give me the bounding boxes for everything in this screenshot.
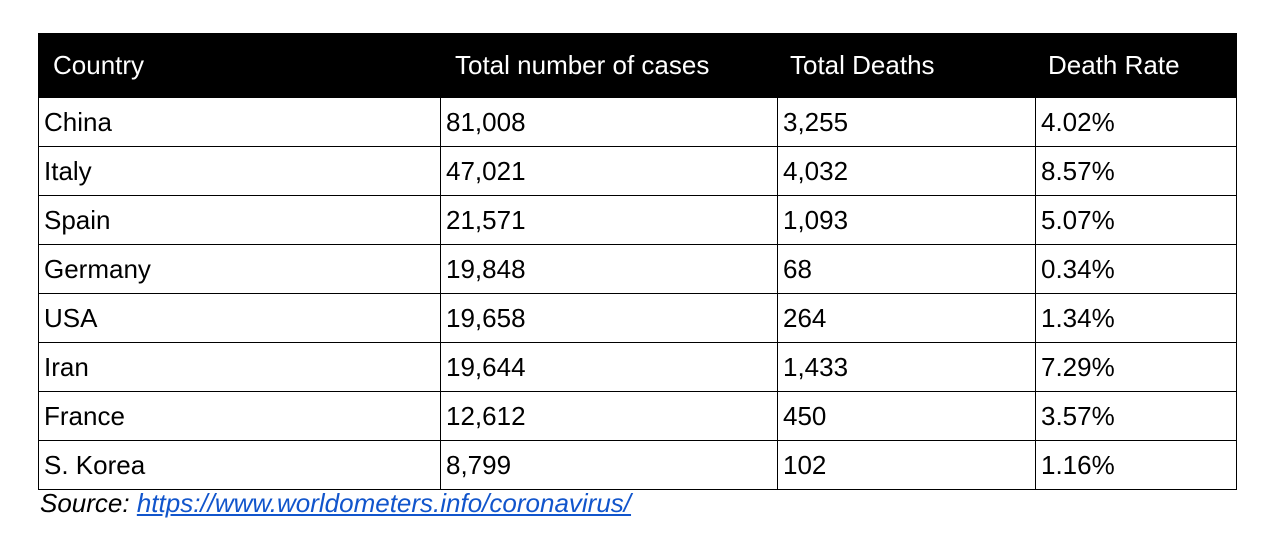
table-row (39, 196, 1237, 245)
header-total-cases: Total number of cases (441, 34, 778, 98)
table-row (39, 441, 1237, 490)
cell-country: France (39, 392, 441, 441)
cell-country: Germany (39, 245, 441, 294)
cell-total-deaths: 264 (778, 294, 1036, 343)
cell-death-rate: 1.34% (1036, 294, 1237, 343)
cell-country: Iran (39, 343, 441, 392)
cell-total-cases: 12,612 (441, 392, 778, 441)
cell-total-deaths: 1,433 (778, 343, 1036, 392)
table-header-row (39, 34, 1237, 98)
cell-death-rate: 7.29% (1036, 343, 1237, 392)
cell-country: Spain (39, 196, 441, 245)
cell-total-cases: 21,571 (441, 196, 778, 245)
source-link[interactable]: https://www.worldometers.info/coronavirus/ (136, 488, 632, 518)
table-row (39, 98, 1237, 147)
source-citation (40, 488, 631, 519)
cell-total-cases: 81,008 (441, 98, 778, 147)
source-label: Source: (40, 488, 137, 518)
cell-death-rate: 0.34% (1036, 245, 1237, 294)
cell-total-cases: 8,799 (441, 441, 778, 490)
header-death-rate: Death Rate (1036, 34, 1237, 98)
cell-country: Italy (39, 147, 441, 196)
header-total-deaths: Total Deaths (778, 34, 1036, 98)
cell-total-deaths: 4,032 (778, 147, 1036, 196)
table-row (39, 392, 1237, 441)
cell-country: China (39, 98, 441, 147)
cell-death-rate: 1.16% (1036, 441, 1237, 490)
table-row (39, 147, 1237, 196)
cell-total-deaths: 68 (778, 245, 1036, 294)
cell-death-rate: 4.02% (1036, 98, 1237, 147)
cell-country: USA (39, 294, 441, 343)
cell-total-deaths: 1,093 (778, 196, 1036, 245)
cell-total-cases: 19,848 (441, 245, 778, 294)
cell-total-cases: 19,658 (441, 294, 778, 343)
header-country: Country (39, 34, 441, 98)
covid-table-container (38, 33, 1236, 490)
cell-total-deaths: 102 (778, 441, 1036, 490)
cell-total-cases: 47,021 (441, 147, 778, 196)
cell-total-cases: 19,644 (441, 343, 778, 392)
covid-cases-table (38, 33, 1237, 490)
table-row (39, 343, 1237, 392)
table-row (39, 294, 1237, 343)
cell-country: S. Korea (39, 441, 441, 490)
cell-total-deaths: 450 (778, 392, 1036, 441)
cell-death-rate: 5.07% (1036, 196, 1237, 245)
table-row (39, 245, 1237, 294)
cell-total-deaths: 3,255 (778, 98, 1036, 147)
cell-death-rate: 8.57% (1036, 147, 1237, 196)
cell-death-rate: 3.57% (1036, 392, 1237, 441)
